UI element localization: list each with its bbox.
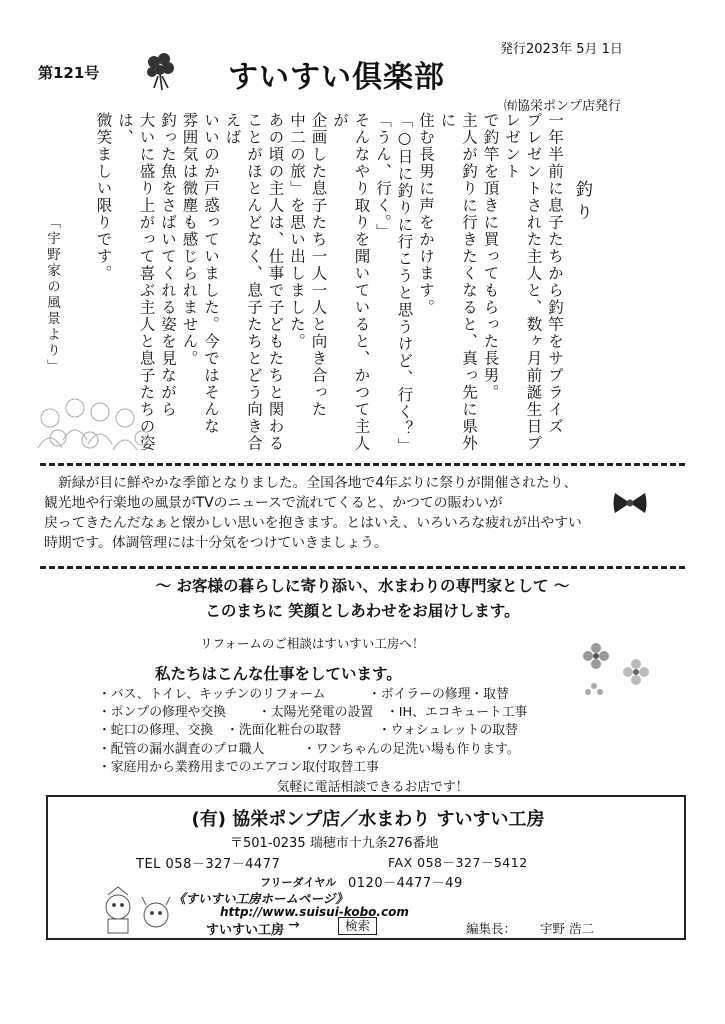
essay-line: 一年半前に息子たちから釣竿をサプライズ (546, 112, 564, 435)
essay-line: 釣った魚をさばいてくれる姿を見ながら (159, 112, 177, 418)
essay-line: 微笑ましい限りです。 (94, 112, 113, 282)
essay-line: 中二の旅」を思い出しました。 (288, 112, 306, 350)
publisher: ㈲協栄ポンプ店発行 (504, 99, 622, 114)
company-info-box (46, 795, 686, 940)
essay-line: ことがほとんどなく、息子たちとどう向き合えば (223, 112, 263, 452)
season-line: 観光地や行楽地の風景がTVのニュースで流れてくると、かつての賑わいが (44, 495, 503, 511)
list-item (98, 722, 598, 740)
search-keyword: すいすい工房 (206, 923, 285, 938)
list-item (98, 704, 598, 722)
essay-line: 住む長男に声をかけます。 (417, 112, 435, 316)
season-line: 戻ってきたんだなぁと懐かしい思いを抱きます。とはいえ、いろいろな疲れが出やすい (44, 515, 582, 531)
ribbon-bow-icon (612, 488, 648, 518)
service-item: ・配管の漏水調査のプロ職人 (98, 741, 265, 757)
free-dial-label: フリーダイヤル (260, 876, 337, 889)
newsletter-title: すいすい倶楽部 (228, 60, 445, 95)
list-item (98, 741, 598, 759)
homepage-link[interactable]: http://www.suisui-kobo.com (220, 905, 409, 919)
list-item (98, 686, 598, 704)
essay-line: 企画した息子たち一人一人と向き合った (309, 112, 328, 418)
essay-line: 主人が釣りに行きたくなると、真っ先に県外に (438, 112, 478, 452)
service-item: ・家庭用から業務用までのエアコン取付取替工事 (98, 759, 379, 775)
list-item (98, 759, 598, 777)
essay-line: で釣竿を頂きに買ってもらった長男。 (481, 112, 500, 401)
essay-line: 「○日に釣りに行こうと思うけど、行く？」 (395, 112, 414, 455)
editor-label: 編集長： (466, 921, 517, 936)
season-message (44, 473, 599, 553)
arrow-right-icon: → (288, 917, 300, 933)
editor-name: 宇野 浩二 (540, 921, 594, 936)
issue-date: 発行2023年 5月 1日 (500, 42, 623, 57)
essay-line: いいのか戸惑っていました。今ではそんな (202, 112, 220, 435)
dashed-divider (40, 463, 685, 466)
essay-line: プレゼントされた主人と、数ヶ月前誕生日プレゼント (503, 112, 543, 452)
issue-number: 第121号 (38, 64, 100, 82)
services-list (98, 686, 598, 777)
essay-body (94, 112, 565, 462)
essay-title: 釣り (572, 180, 592, 226)
essay-caption: 「宇野家の風景より」 (44, 215, 60, 375)
service-item: ・ウォシュレットの取替 (378, 723, 518, 739)
services-title: 私たちはこんな仕事をしています。 (155, 665, 402, 683)
family-sketch-illustration (30, 388, 155, 458)
service-item: ・太陽光発電の設置 ・IH、エコキュート工事 (258, 705, 528, 721)
service-item: ・バス、トイレ、キッチンのリフォーム (98, 687, 326, 702)
phone-number: TEL 058－327－4477 (136, 857, 281, 872)
company-address: 〒501-0235 瑞穂市十九条276番地 (230, 836, 439, 851)
motto-line-2: このまちに 笑顔としあわせをお届けします。 (205, 602, 520, 620)
fax-number: FAX 058－327－5412 (388, 855, 528, 870)
essay-line: 雰囲気は微塵も感じられません。 (180, 112, 199, 367)
search-button[interactable]: 検索 (338, 917, 377, 935)
essay-line: そんなやり取りを聞いていると、かつて主人が (331, 112, 371, 452)
service-item: ・ワンちゃんの足洗い場も作ります。 (303, 741, 520, 757)
season-line: 時期です。体調管理には十分気をつけていきましょう。 (44, 535, 388, 551)
essay-line: 「うん、行く。」 (374, 112, 392, 241)
contact-note: 気軽に電話相談できるお店です！ (276, 780, 469, 795)
motto-line-1: ～ お客様の暮らしに寄り添い、水まわりの専門家として ～ (155, 577, 570, 595)
flower-bouquet-icon (140, 50, 180, 92)
reform-note: リフォームのご相談はすいすい工房へ！ (200, 636, 425, 651)
essay-line: 大いに盛り上がって喜ぶ主人と息子たちの姿は、 (116, 112, 156, 452)
essay-line: あの頃の主人は、仕事で子どもたちと関わる (266, 112, 285, 452)
service-item: ・ポンプの修理や交換 (98, 705, 226, 721)
free-dial-number: 0120－4477－49 (348, 876, 463, 891)
season-line: 新緑が目に鮮やかな季節となりました。全国各地で4年ぶりに祭りが開催されたり、 (58, 475, 578, 491)
service-item: ・蛇口の修理、交換 ・洗面化粧台の取替 (98, 723, 342, 739)
company-name: (有) 協栄ポンプ店／水まわり すいすい工房 (191, 809, 545, 830)
dashed-divider (40, 566, 685, 569)
homepage-label: 《すいすい工房ホームページ》 (173, 891, 348, 906)
service-item: ・ボイラーの修理・取替 (368, 687, 509, 702)
